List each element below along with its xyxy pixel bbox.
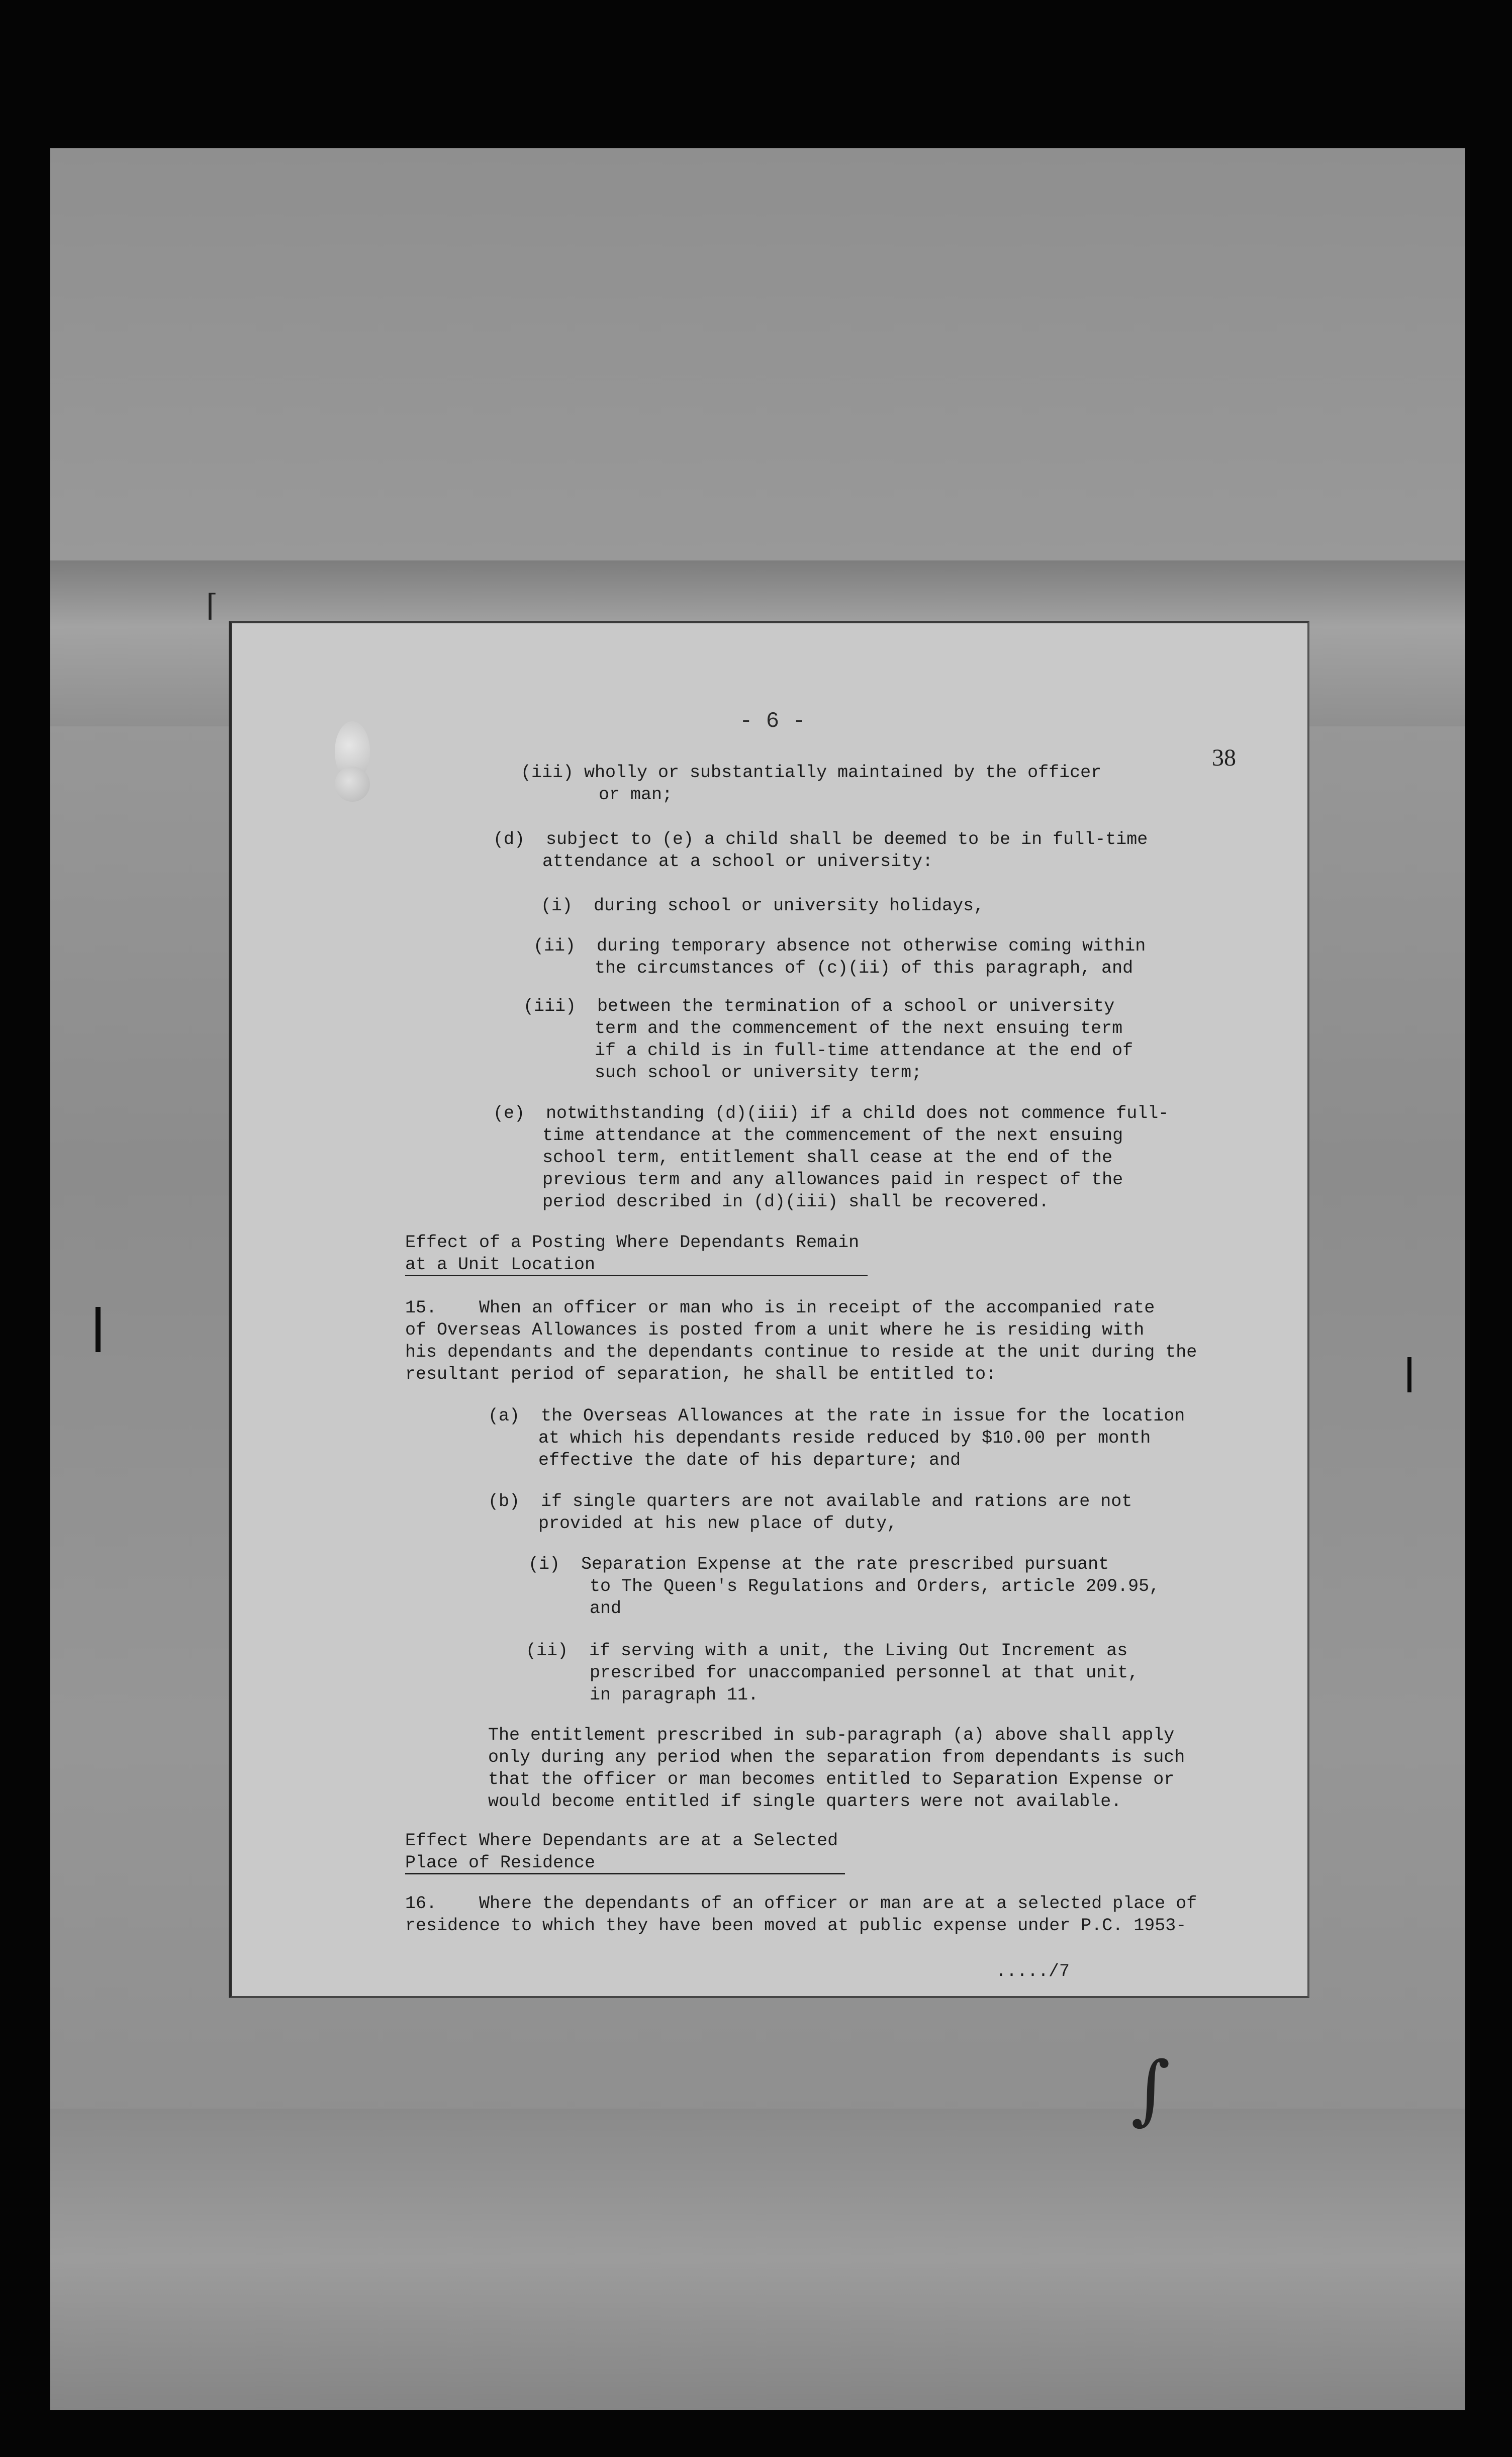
film-mark-left bbox=[96, 1307, 101, 1352]
handwritten-mark: ∫ bbox=[1131, 2046, 1171, 2133]
text-line: previous term and any allowances paid in respect of the bbox=[542, 1170, 1123, 1190]
heading-underline bbox=[405, 1873, 845, 1874]
text-line: (a) the Overseas Allowances at the rate in issue for the location bbox=[488, 1406, 1185, 1426]
backing-lower-shading bbox=[50, 2109, 1465, 2410]
section-heading: Effect Where Dependants are at a Selected bbox=[405, 1831, 838, 1851]
punch-mark bbox=[335, 767, 370, 802]
heading-underline bbox=[405, 1275, 868, 1276]
text-line: of Overseas Allowances is posted from a unit where he is residing with bbox=[405, 1320, 1145, 1340]
film-mark-right bbox=[1407, 1357, 1411, 1392]
page-number: - 6 - bbox=[739, 709, 806, 734]
text-line: resultant period of separation, he shall be entitled to: bbox=[405, 1364, 997, 1384]
continuation-marker: ...../7 bbox=[996, 1961, 1070, 1981]
text-line: 16. Where the dependants of an officer or man are at a selected place of bbox=[405, 1894, 1197, 1914]
text-line: at which his dependants reside reduced by $10.00 per month bbox=[538, 1428, 1151, 1448]
text-line: to The Queen's Regulations and Orders, article 209.95, bbox=[590, 1576, 1160, 1596]
handwritten-mark: ⌈ bbox=[206, 588, 218, 623]
text-line: or man; bbox=[599, 785, 673, 805]
section-heading: Effect of a Posting Where Dependants Remain bbox=[405, 1233, 860, 1253]
text-line: (iii) wholly or substantially maintained by the officer bbox=[521, 763, 1102, 783]
text-line: such school or university term; bbox=[595, 1063, 922, 1083]
text-line: provided at his new place of duty, bbox=[538, 1514, 898, 1534]
text-line: term and the commencement of the next ensuing term bbox=[595, 1018, 1123, 1038]
text-line: period described in (d)(iii) shall be recovered. bbox=[542, 1192, 1050, 1212]
text-line: would become entitled if single quarters were not available. bbox=[488, 1791, 1122, 1812]
text-line: (ii) if serving with a unit, the Living Out Increment as bbox=[526, 1641, 1128, 1661]
text-line: (d) subject to (e) a child shall be deemed to be in full-time bbox=[493, 829, 1148, 849]
text-line: that the officer or man becomes entitled to Separation Expense or bbox=[488, 1769, 1175, 1789]
text-line: (iii) between the termination of a school or university bbox=[523, 996, 1115, 1016]
text-line: only during any period when the separation from dependants is such bbox=[488, 1747, 1185, 1767]
text-line: residence to which they have been moved at public expense under P.C. 1953- bbox=[405, 1916, 1187, 1936]
text-line: the circumstances of (c)(ii) of this paragraph, and bbox=[595, 958, 1133, 978]
text-line: school term, entitlement shall cease at the end of the bbox=[542, 1148, 1113, 1168]
document-page bbox=[229, 621, 1309, 1998]
text-line: prescribed for unaccompanied personnel at that unit, bbox=[590, 1663, 1139, 1683]
text-line: and bbox=[590, 1598, 622, 1619]
text-line: 15. When an officer or man who is in receipt of the accompanied rate bbox=[405, 1298, 1155, 1318]
text-line: The entitlement prescribed in sub-paragraph (a) above shall apply bbox=[488, 1725, 1175, 1745]
text-line: his dependants and the dependants continue to reside at the unit during the bbox=[405, 1342, 1197, 1362]
text-line: (i) during school or university holidays, bbox=[541, 896, 985, 916]
section-heading: Place of Residence bbox=[405, 1853, 596, 1873]
text-line: (e) notwithstanding (d)(iii) if a child does not commence full- bbox=[493, 1103, 1169, 1123]
section-heading: at a Unit Location bbox=[405, 1255, 596, 1275]
text-line: attendance at a school or university: bbox=[542, 852, 933, 872]
text-line: in paragraph 11. bbox=[590, 1685, 759, 1705]
text-line: if a child is in full-time attendance at the end of bbox=[595, 1041, 1133, 1061]
text-line: (b) if single quarters are not available and rations are not bbox=[488, 1491, 1132, 1511]
text-line: (ii) during temporary absence not otherwise coming within bbox=[533, 936, 1146, 956]
text-line: effective the date of his departure; and bbox=[538, 1450, 961, 1470]
text-line: time attendance at the commencement of the next ensuing bbox=[542, 1125, 1123, 1146]
folio-number: 38 bbox=[1212, 744, 1236, 771]
text-line: (i) Separation Expense at the rate prescribed pursuant bbox=[528, 1554, 1109, 1574]
